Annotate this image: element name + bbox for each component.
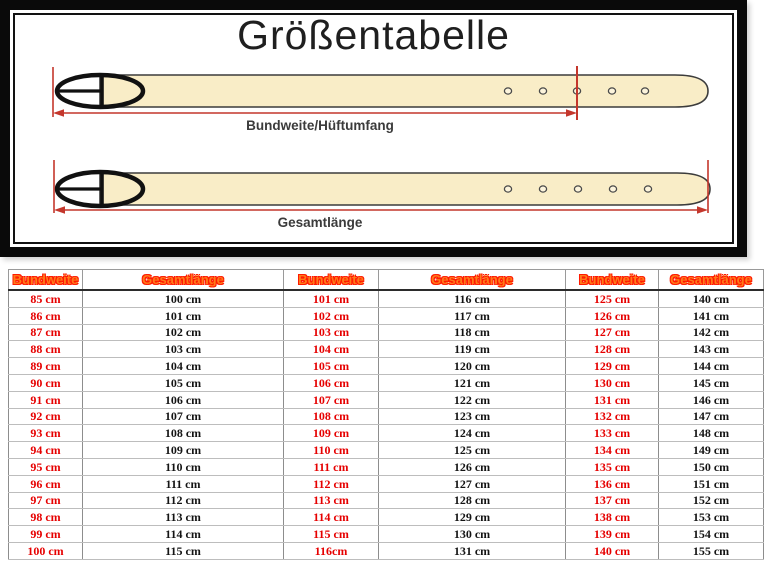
gesamtlaenge-cell: 126 cm	[379, 458, 566, 475]
page-title: Größentabelle	[237, 12, 510, 58]
gesamtlaenge-cell: 117 cm	[379, 307, 566, 324]
gesamtlaenge-cell: 140 cm	[659, 290, 764, 307]
bundweite-cell: 98 cm	[9, 509, 83, 526]
gesamtlaenge-cell: 130 cm	[379, 526, 566, 543]
gesamtlaenge-cell: 100 cm	[83, 290, 284, 307]
bundweite-cell: 89 cm	[9, 358, 83, 375]
gesamtlaenge-cell: 103 cm	[83, 341, 284, 358]
gesamtlaenge-cell: 108 cm	[83, 425, 284, 442]
bundweite-cell: 99 cm	[9, 526, 83, 543]
belt-top	[53, 66, 708, 120]
gesamtlaenge-cell: 115 cm	[83, 542, 284, 559]
bundweite-cell: 125 cm	[566, 290, 659, 307]
bundweite-cell: 107 cm	[284, 391, 379, 408]
bundweite-cell: 108 cm	[284, 408, 379, 425]
bundweite-cell: 90 cm	[9, 374, 83, 391]
gesamtlaenge-cell: 128 cm	[379, 492, 566, 509]
bundweite-cell: 104 cm	[284, 341, 379, 358]
gesamtlaenge-cell: 107 cm	[83, 408, 284, 425]
gesamtlaenge-cell: 112 cm	[83, 492, 284, 509]
bundweite-cell: 106 cm	[284, 374, 379, 391]
table-row	[9, 374, 764, 391]
bundweite-cell: 140 cm	[566, 542, 659, 559]
gesamtlaenge-cell: 123 cm	[379, 408, 566, 425]
bundweite-cell: 132 cm	[566, 408, 659, 425]
bundweite-cell: 115 cm	[284, 526, 379, 543]
gesamtlaenge-cell: 127 cm	[379, 475, 566, 492]
bundweite-cell: 88 cm	[9, 341, 83, 358]
bundweite-cell: 130 cm	[566, 374, 659, 391]
table-row	[9, 290, 764, 307]
gesamtlaenge-cell: 155 cm	[659, 542, 764, 559]
bundweite-cell: 138 cm	[566, 509, 659, 526]
gesamtlaenge-cell: 116 cm	[379, 290, 566, 307]
bundweite-cell: 86 cm	[9, 307, 83, 324]
gesamtlaenge-cell: 102 cm	[83, 324, 284, 341]
bundweite-cell: 101 cm	[284, 290, 379, 307]
header-row	[9, 270, 764, 291]
header-bundweite-1: Bundweite	[9, 270, 83, 291]
bundweite-cell: 85 cm	[9, 290, 83, 307]
bundweite-label: Bundweite/Hüftumfang	[246, 118, 394, 133]
gesamtlaenge-cell: 124 cm	[379, 425, 566, 442]
size-table-body	[9, 290, 764, 559]
gesamtlaenge-cell: 152 cm	[659, 492, 764, 509]
table-row	[9, 408, 764, 425]
table-row	[9, 526, 764, 543]
bundweite-cell: 92 cm	[9, 408, 83, 425]
bundweite-cell: 111 cm	[284, 458, 379, 475]
table-row	[9, 341, 764, 358]
bundweite-cell: 133 cm	[566, 425, 659, 442]
bundweite-cell: 95 cm	[9, 458, 83, 475]
gesamtlaenge-cell: 118 cm	[379, 324, 566, 341]
table-row	[9, 391, 764, 408]
table-row	[9, 475, 764, 492]
gesamtlaenge-cell: 113 cm	[83, 509, 284, 526]
gesamtlaenge-cell: 141 cm	[659, 307, 764, 324]
gesamtlaenge-cell: 120 cm	[379, 358, 566, 375]
belt-strap	[100, 75, 708, 107]
gesamtlaenge-cell: 131 cm	[379, 542, 566, 559]
table-row	[9, 442, 764, 459]
gesamtlaenge-cell: 122 cm	[379, 391, 566, 408]
header-gesamtlaenge-1: Gesamtlänge	[83, 270, 284, 291]
gesamtlaenge-cell: 114 cm	[83, 526, 284, 543]
bundweite-cell: 91 cm	[9, 391, 83, 408]
bundweite-cell: 129 cm	[566, 358, 659, 375]
bundweite-cell: 116cm	[284, 542, 379, 559]
gesamtlaenge-cell: 144 cm	[659, 358, 764, 375]
bundweite-cell: 126 cm	[566, 307, 659, 324]
belt-strap	[100, 173, 710, 205]
gesamtlaenge-cell: 125 cm	[379, 442, 566, 459]
gesamtlaenge-cell: 105 cm	[83, 374, 284, 391]
gesamtlaenge-cell: 151 cm	[659, 475, 764, 492]
table-row	[9, 358, 764, 375]
bundweite-cell: 109 cm	[284, 425, 379, 442]
table-row	[9, 425, 764, 442]
bundweite-cell: 110 cm	[284, 442, 379, 459]
table-row	[9, 542, 764, 559]
bundweite-cell: 93 cm	[9, 425, 83, 442]
bundweite-cell: 113 cm	[284, 492, 379, 509]
bundweite-cell: 131 cm	[566, 391, 659, 408]
bundweite-cell: 87 cm	[9, 324, 83, 341]
gesamtlaenge-cell: 104 cm	[83, 358, 284, 375]
gesamtlaenge-cell: 111 cm	[83, 475, 284, 492]
bundweite-cell: 136 cm	[566, 475, 659, 492]
bundweite-cell: 139 cm	[566, 526, 659, 543]
bundweite-cell: 137 cm	[566, 492, 659, 509]
table-row	[9, 307, 764, 324]
gesamtlaenge-cell: 150 cm	[659, 458, 764, 475]
bundweite-cell: 114 cm	[284, 509, 379, 526]
gesamtlaenge-cell: 129 cm	[379, 509, 566, 526]
header-bundweite-3: Bundweite	[566, 270, 659, 291]
table-row	[9, 324, 764, 341]
bundweite-cell: 127 cm	[566, 324, 659, 341]
gesamtlaenge-cell: 149 cm	[659, 442, 764, 459]
bundweite-cell: 112 cm	[284, 475, 379, 492]
bundweite-cell: 103 cm	[284, 324, 379, 341]
bundweite-cell: 94 cm	[9, 442, 83, 459]
gesamtlaenge-cell: 148 cm	[659, 425, 764, 442]
gesamtlaenge-cell: 142 cm	[659, 324, 764, 341]
bundweite-cell: 97 cm	[9, 492, 83, 509]
size-table	[8, 269, 764, 560]
bundweite-cell: 134 cm	[566, 442, 659, 459]
header-gesamtlaenge-3: Gesamtlänge	[659, 270, 764, 291]
gesamtlaenge-cell: 143 cm	[659, 341, 764, 358]
table-row	[9, 509, 764, 526]
gesamtlaenge-cell: 119 cm	[379, 341, 566, 358]
bundweite-cell: 128 cm	[566, 341, 659, 358]
table-row	[9, 492, 764, 509]
gesamtlaenge-cell: 121 cm	[379, 374, 566, 391]
gesamtlaenge-cell: 106 cm	[83, 391, 284, 408]
gesamtlaenge-cell: 153 cm	[659, 509, 764, 526]
gesamtlaenge-cell: 145 cm	[659, 374, 764, 391]
header-gesamtlaenge-2: Gesamtlänge	[379, 270, 566, 291]
bundweite-cell: 105 cm	[284, 358, 379, 375]
header-bundweite-2: Bundweite	[284, 270, 379, 291]
table-row	[9, 458, 764, 475]
gesamtlaenge-label: Gesamtlänge	[277, 215, 363, 230]
gesamtlaenge-cell: 146 cm	[659, 391, 764, 408]
bundweite-cell: 100 cm	[9, 542, 83, 559]
gesamtlaenge-cell: 154 cm	[659, 526, 764, 543]
belt-bottom	[54, 160, 710, 214]
gesamtlaenge-cell: 101 cm	[83, 307, 284, 324]
bundweite-cell: 135 cm	[566, 458, 659, 475]
gesamtlaenge-cell: 147 cm	[659, 408, 764, 425]
gesamtlaenge-cell: 109 cm	[83, 442, 284, 459]
gesamtlaenge-cell: 110 cm	[83, 458, 284, 475]
bundweite-cell: 96 cm	[9, 475, 83, 492]
bundweite-cell: 102 cm	[284, 307, 379, 324]
size-table-header	[9, 270, 764, 291]
